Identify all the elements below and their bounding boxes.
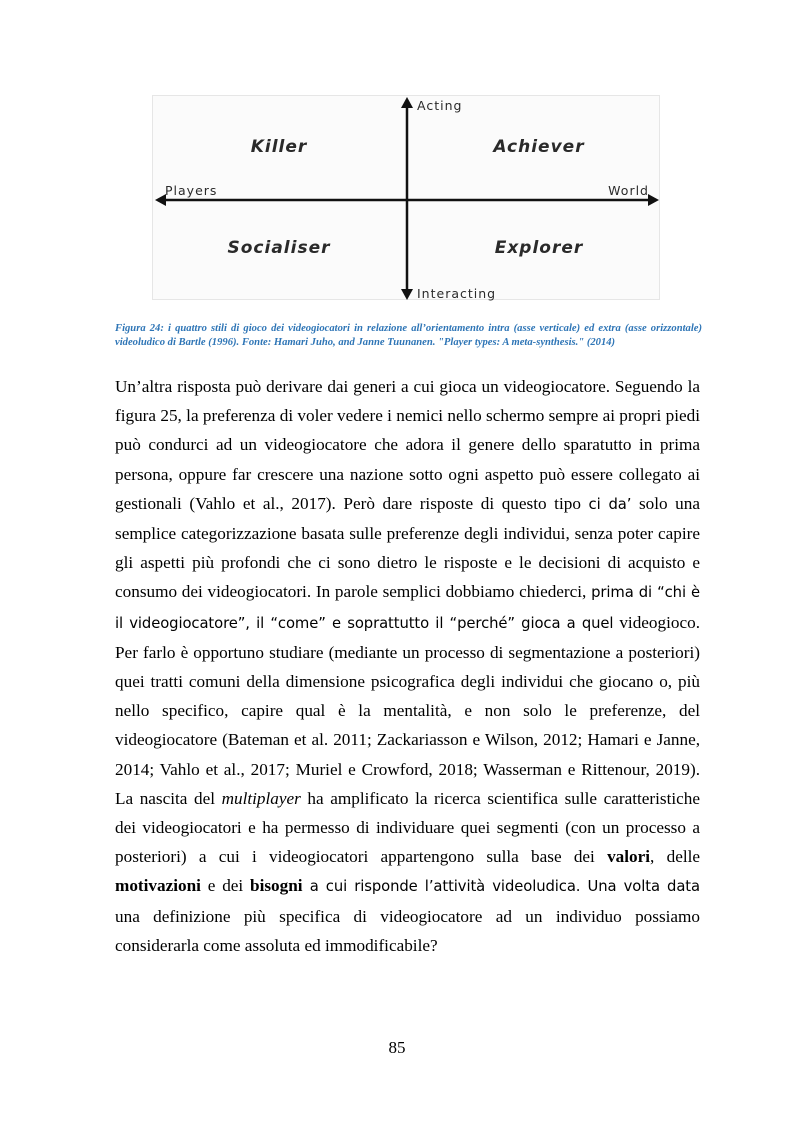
body-paragraph [115,372,700,960]
axis-label-top: Acting [417,98,463,113]
text-run: Un’altra risposta può derivare dai generi a cui gioca un videogiocatore. Seguendo la figura 25, la preferenza di voler vedere i nemici nello schermo sempre ai propri piedi può condurci ad un videogiocatore che adora il genere dello sparatutto in prima persona, oppure far crescere una nazione sotto ogni aspetto può essere collegato ai gestionali (Vahlo et al., 2017). Però dare risposte di questo tipo [115,377,700,513]
bartle-player-types-figure [152,95,660,300]
bold-bisogni: bisogni [250,876,303,896]
quadrant-socialiser: Socialiser [227,238,331,258]
axis-label-bottom: Interacting [417,286,497,301]
page-number: 85 [388,1038,406,1057]
emphasis-multiplayer: multiplayer [221,788,301,808]
axis-label-left: Players [165,183,218,198]
text-run: prima di “chi è il videogiocatore”, il “come” e soprattutto il “perché” gioca a quel [115,584,701,632]
bold-valori: valori [607,847,651,867]
text-run: ha amplificato la ricerca scientifica sulle caratteristiche dei videogiocatori e ha permesso di individuare quei segmenti (con un processo a posteriori) a cui i videogiocatori appartengono sulla base dei [115,788,700,867]
quadrant-explorer: Explorer [494,238,584,258]
text-run: a cui risponde l’attività videoludica. Una volta data [302,878,700,896]
quadrant-achiever: Achiever [493,137,585,157]
text-run: e dei [200,876,251,896]
axis-label-right: World [608,183,649,198]
paragraph-text [115,372,700,960]
up-arrowhead-icon [401,97,413,108]
right-arrowhead-icon [648,194,659,206]
figure-caption: Figura 24: i quattro stili di gioco dei videogiocatori in relazione all’orientamento intra (asse verticale) ed extra (asse orizzontale) videoludico di Bartle (1996). Fonte: Hamari Juho, and Janne Tuunanen. "Player types: A meta-synthesis." (2014) [115,323,702,348]
text-run: solo una semplice categorizzazione basata sulle preferenze degli individui, senza poter capire gli aspetti più profondi che ci sono dietro le risposte e le decisioni di acquisto e consumo dei videogiocatori. In parole semplici dobbiamo chiederci, [115,493,701,602]
quadrant-killer: Killer [250,137,308,157]
bold-motivazioni: motivazioni [115,876,201,896]
down-arrowhead-icon [401,289,413,300]
text-run: , delle [650,847,700,867]
text-run: videogioco. Per farlo è opportuno studiare (mediante un processo di segmentazione a posteriori) quei tratti comuni della dimensione psicografica degli individui che giocano o, più nello specifico, capire qual è la mentalità, e non solo le preferenze, del videogiocatore (Bateman et al. 2011; Zackariasson e Wilson, 2012; Hamari e Janne, 2014; Vahlo et al., 2017; Muriel e Crowford, 2018; Wasserman e Rittenour, 2019). La nascita del [115,612,701,808]
quadrant-diagram [153,96,661,301]
text-run: ci da’ [588,495,632,513]
text-run: una definizione più specifica di videogiocatore ad un individuo possiamo considerarla come assoluta ed immodificabile? [115,906,700,955]
